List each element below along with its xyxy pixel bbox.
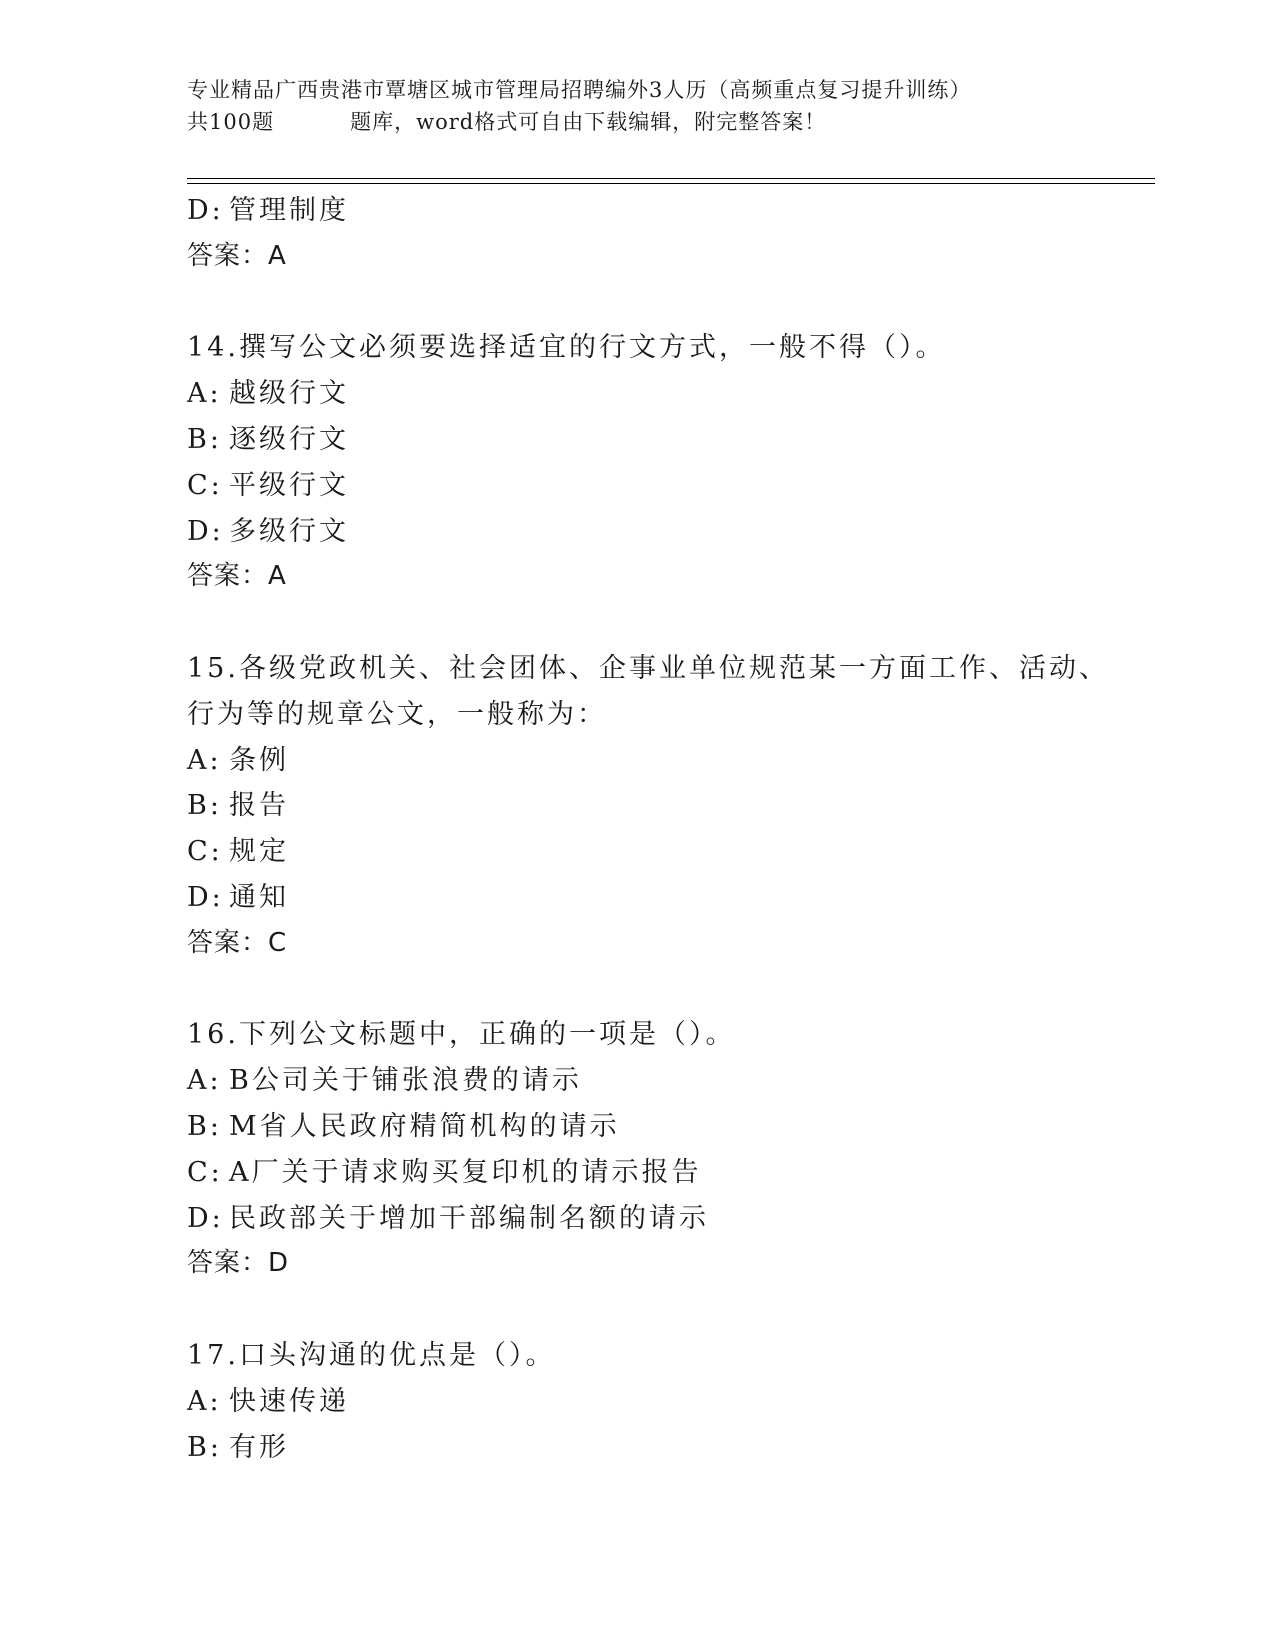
question-list [187,188,1147,1470]
option-d [187,1196,1147,1242]
option-b [187,1425,1147,1471]
option-key: B: [187,1110,222,1142]
option-a [187,1379,1147,1425]
question-17 [187,1333,1147,1470]
option-key: C: [187,469,223,501]
option-text: 通知 [229,881,289,913]
question-stem: 16.下列公文标题中，正确的一项是（）。 [187,1019,736,1051]
option-d [187,188,1147,234]
option-key: A: [187,1385,222,1417]
option-b [187,417,1147,463]
option-b [187,1104,1147,1150]
option-key: C: [187,1156,223,1188]
option-key: D: [187,881,224,913]
header-divider-bottom [187,183,1155,184]
question-15 [187,646,1147,967]
option-text: 报告 [229,790,289,822]
option-text: 平级行文 [229,469,349,501]
option-d [187,509,1147,555]
option-b [187,783,1147,829]
option-key: B: [187,790,222,822]
question-14 [187,325,1147,600]
option-key: D: [187,1202,224,1234]
header-question-count: 共100题 [187,110,275,134]
option-a [187,371,1147,417]
option-key: D: [187,515,224,547]
option-text: 条例 [229,744,289,776]
option-key: A: [187,378,222,410]
question-stem: 15.各级党政机关、社会团体、企事业单位规范某一方面工作、活动、 [187,652,1109,684]
option-a [187,738,1147,784]
option-text: 快速传递 [229,1385,349,1417]
answer-line: 答案：A [187,240,287,271]
option-d [187,875,1147,921]
option-text: 有形 [229,1431,289,1463]
answer-line: 答案：C [187,927,288,958]
option-a [187,1058,1147,1104]
option-text: 越级行文 [229,378,349,410]
option-text: 逐级行文 [229,423,349,455]
option-key: B: [187,423,222,455]
header-description: 题库，word格式可自由下载编辑，附完整答案！ [350,110,827,134]
header-subtitle [187,106,1107,138]
option-text: 规定 [229,836,289,868]
option-text: 民政部关于增加干部编制名额的请示 [229,1202,709,1234]
header-title: 专业精品广西贵港市覃塘区城市管理局招聘编外3人历（高频重点复习提升训练） [187,78,972,102]
option-key: B: [187,1431,222,1463]
option-key: D: [187,195,224,226]
option-text: M省人民政府精简机构的请示 [229,1110,620,1142]
option-key: A: [187,744,222,776]
option-c [187,829,1147,875]
option-text: 多级行文 [229,515,349,547]
question-stem: 17.口头沟通的优点是（）。 [187,1339,556,1371]
option-text: A厂关于请求购买复印机的请示报告 [229,1156,702,1188]
option-c [187,463,1147,509]
question-stem-continued: 行为等的规章公文，一般称为： [187,698,607,730]
option-text: 管理制度 [229,195,349,226]
answer-line: 答案：D [187,1248,290,1279]
option-c [187,1150,1147,1196]
option-text: B公司关于铺张浪费的请示 [229,1065,582,1097]
document-header [187,74,1107,138]
answer-line: 答案：A [187,561,287,592]
previous-question-tail [187,188,1147,280]
question-stem: 14.撰写公文必须要选择适宜的行文方式，一般不得（）。 [187,332,946,364]
option-key: A: [187,1065,222,1097]
header-divider-top [187,178,1155,179]
option-key: C: [187,836,223,868]
question-16 [187,1012,1147,1287]
